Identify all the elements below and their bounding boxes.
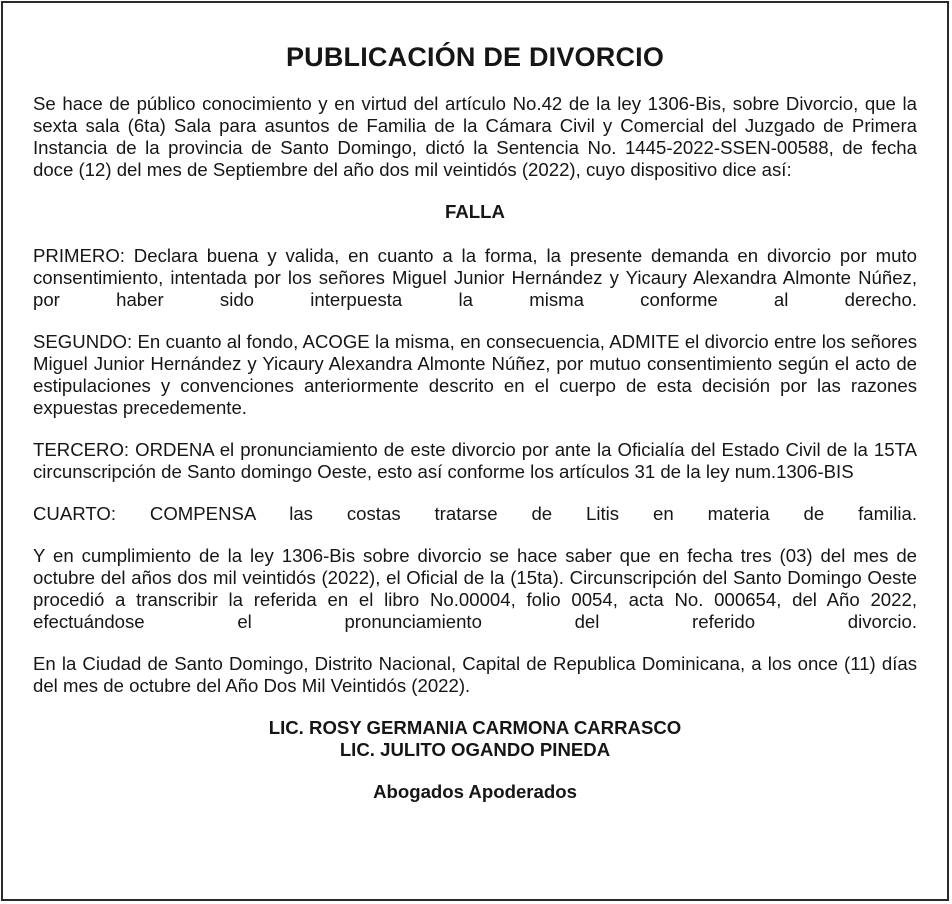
cuarto-paragraph: CUARTO: COMPENSA las costas tratarse de Litis en materia de familia. [33, 503, 917, 524]
intro-paragraph: Se hace de público conocimiento y en virtud del artículo No.42 de la ley 1306-Bis, sobre Divorcio, que la sexta sala (6ta) Sala para asuntos de Familia de la Cámara Civil y Comercial del Juzgado de Primera Instancia de la provincia de Santo Domingo, dictó la Sentencia No. 1445-2022-SSEN-00588, de fecha doce (12) del mes de Septiembre del año dos mil veintidós (2022), cuyo dispositivo dice así: [33, 93, 917, 180]
signatory-name: LIC. JULITO OGANDO PINEDA [339, 739, 611, 760]
publication-body [33, 41, 917, 803]
signatory-name: LIC. ROSY GERMANIA CARMONA CARRASCO [268, 717, 682, 738]
lugar-fecha-paragraph: En la Ciudad de Santo Domingo, Distrito Nacional, Capital de Republica Dominicana, a los once (11) días del mes de octubre del Año Dos Mil Veintidós (2022). [33, 653, 917, 696]
page-title: PUBLICACIÓN DE DIVORCIO [285, 42, 665, 72]
falla-heading: FALLA [445, 201, 505, 222]
tercero-paragraph: TERCERO: ORDENA el pronunciamiento de este divorcio por ante la Oficialía del Estado Civil de la 15TA circunscripción de Santo domingo Oeste, esto así conforme los artículos 31 de la ley num.1306-BIS [33, 439, 917, 482]
publication-border [1, 1, 949, 901]
primero-paragraph: PRIMERO: Declara buena y valida, en cuanto a la forma, la presente demanda en divorcio por muto consentimiento, intentada por los señores Miguel Junior Hernández y Yicaury Alexandra Almonte Núñez, por haber sido interpuesta la misma conforme al derecho. [33, 245, 917, 310]
signatory-role: Abogados Apoderados [373, 781, 577, 802]
cumplimiento-paragraph: Y en cumplimiento de la ley 1306-Bis sobre divorcio se hace saber que en fecha tres (03) del mes de octubre del años dos mil veintidós (2022), el Oficial de la (15ta). Circunscripción del Santo Domingo Oeste procedió a transcribir la referida en el libro No.00004, folio 0054, acta No. 000654, del Año 2022, efectuándose el pronunciamiento del referido divorcio. [33, 545, 917, 632]
segundo-paragraph: SEGUNDO: En cuanto al fondo, ACOGE la misma, en consecuencia, ADMITE el divorcio entre los señores Miguel Junior Hernández y Yicaury Alexandra Almonte Núñez, por mutuo consentimiento según el acto de estipulaciones y convenciones anteriormente descrito en el cuerpo de esta decisión por las razones expuestas precedemente. [33, 331, 917, 418]
